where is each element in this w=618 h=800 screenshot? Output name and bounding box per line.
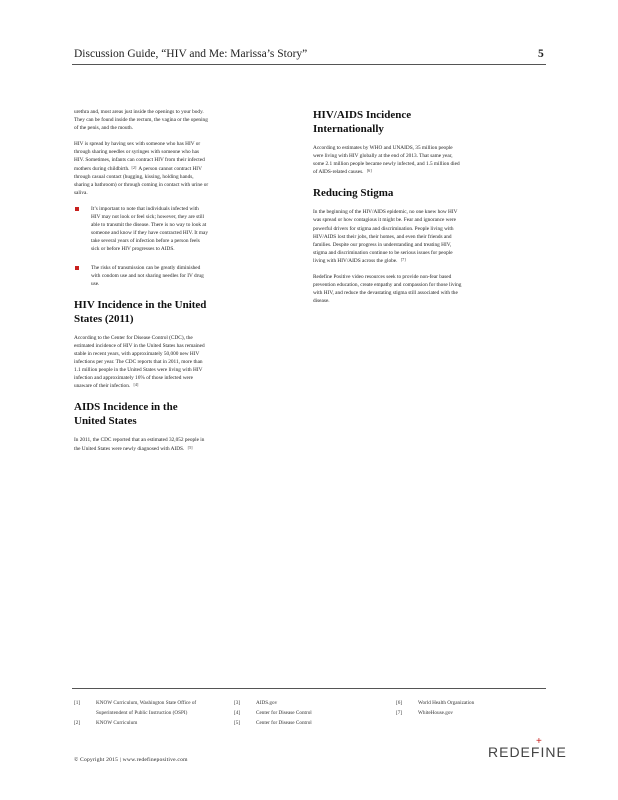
footnotes-column-2 — [234, 698, 384, 728]
right-column — [313, 108, 463, 313]
transmission-bullets — [74, 205, 209, 288]
us-incidence-text: According to the Center for Disease Control (CDC), the estimated incidence of HIV in the United States has remained stable in recent years, with approximately 50,000 new HIV infections per year. The CDC reports that in 2011, more than 1.1 million people in the United States were living with HIV infection and approximately 16% of those infected were unaware of their infection. — [74, 334, 205, 390]
footnote-number: [1] — [74, 700, 81, 706]
footnote-text: World Health Organization — [418, 700, 475, 706]
international-paragraph — [313, 144, 463, 176]
redefine-paragraph: Redefine Positive video resources seek to provide non-fear based prevention education, create empathy and compassion for those living with HIV, and reduce the devastating stigma still associated with the disease. — [313, 274, 462, 305]
footnote-number: [4] — [234, 710, 241, 716]
international-text: According to estimates by WHO and UNAIDS, 35 million people were living with HIV globally at the end of 2013. That same year, some 2.1 million people became newly infected, and 1.5 million died of AIDS-related causes. — [313, 145, 460, 176]
copyright-notice: © Copyright 2015 | www.redefinepositive.com — [74, 757, 188, 763]
us-incidence-paragraph — [74, 334, 209, 391]
aids-incidence-text: In 2011, the CDC reported that an estimated 32,052 people in the United States were newly diagnosed with AIDS. — [74, 437, 205, 452]
list-item — [74, 205, 209, 254]
aids-incidence-paragraph — [74, 436, 209, 452]
bullet-square-icon — [75, 266, 79, 270]
international-heading: HIV/AIDS Incidence Internationally — [313, 109, 412, 135]
left-column — [74, 108, 209, 461]
bullet-text: The risks of transmission can be greatly diminished with condom use and not sharing needles for IV drug use. — [91, 264, 204, 287]
citation-4: [4] — [133, 382, 139, 388]
footnote — [74, 718, 224, 728]
footnote-text: AIDS.gov — [256, 700, 278, 706]
us-incidence-heading: HIV Incidence in the United States (2011) — [74, 298, 207, 325]
footnote-text: WhiteHouse.gov — [418, 710, 454, 716]
bullet-square-icon — [75, 207, 79, 211]
aids-incidence-heading: AIDS Incidence in the United States — [74, 401, 178, 428]
transmission-text: HIV is spread by having sex with someone who has HIV or through sharing needles or syringes with someone who has HIV. Sometimes, infants can contract HIV from their infected mothers during childbirth. — [74, 141, 205, 172]
footnote — [234, 698, 384, 708]
stigma-paragraph — [313, 208, 463, 265]
footnotes-column-3 — [396, 698, 546, 718]
footnote-text: Center for Disease Control — [256, 720, 312, 726]
intro-paragraph: urethra and, most areas just inside the openings to your body. They can be found inside the rectum, the vagina or the opening of the penis, and the mouth. — [74, 109, 208, 132]
citation-2: [2] — [131, 164, 137, 170]
footnote-number: [2] — [74, 720, 81, 726]
list-item — [74, 264, 209, 288]
footnote-number: [7] — [396, 710, 403, 716]
citation-5: [5] — [187, 444, 193, 450]
transmission-text-2: A person cannot contract HIV through casual contact (hugging, kissing, holding hands, sharing a bathroom) or through coming in contact with urine or saliva. — [74, 165, 209, 196]
footnote-number: [3] — [234, 700, 241, 706]
transmission-paragraph — [74, 140, 209, 197]
header-rule — [72, 64, 546, 65]
plus-icon: + — [536, 736, 542, 747]
redefine-logo: REDEFINE — [488, 744, 567, 760]
footnotes-column-1 — [74, 698, 224, 728]
footnote — [396, 698, 546, 708]
footnote-number: [5] — [234, 720, 241, 726]
footnote-text: KNOW Curriculum, Washington State Office of Superintendent of Public Instruction (OSPI) — [96, 700, 197, 716]
footnote-rule — [72, 688, 546, 689]
footnote — [396, 708, 546, 718]
bullet-text: It’s important to note that individuals infected with HIV may not look or feel sick; however, they are still able to transmit the disease. There is no way to look at someone and know if they have contracted HIV. It may take several years of infection before a person feels sick or before HIV progresses to AIDS. — [91, 205, 208, 253]
footnote-text: Center for Disease Control — [256, 710, 312, 716]
stigma-text: In the beginning of the HIV/AIDS epidemic, no one knew how HIV was spread or how contagious it might be. Fear and ignorance were powerful drivers for stigma and discrimination. People living with HIV/AIDS lost their jobs, their homes, and even their friends and families. Despite our progress in understanding and treating HIV, stigma and discrimination continue to be serious issues for people living with HIV/AIDS across the globe. — [313, 209, 458, 264]
footnote — [234, 708, 384, 718]
footnote-text: KNOW Curriculum — [96, 720, 138, 726]
document-title: Discussion Guide, “HIV and Me: Marissa’s Story” — [74, 48, 308, 60]
footnote-number: [6] — [396, 700, 403, 706]
citation-6: [6] — [366, 168, 372, 174]
stigma-heading: Reducing Stigma — [313, 187, 394, 200]
footnote — [234, 718, 384, 728]
footnote — [74, 698, 224, 718]
citation-7: [7] — [400, 256, 406, 262]
page-number: 5 — [538, 48, 544, 60]
